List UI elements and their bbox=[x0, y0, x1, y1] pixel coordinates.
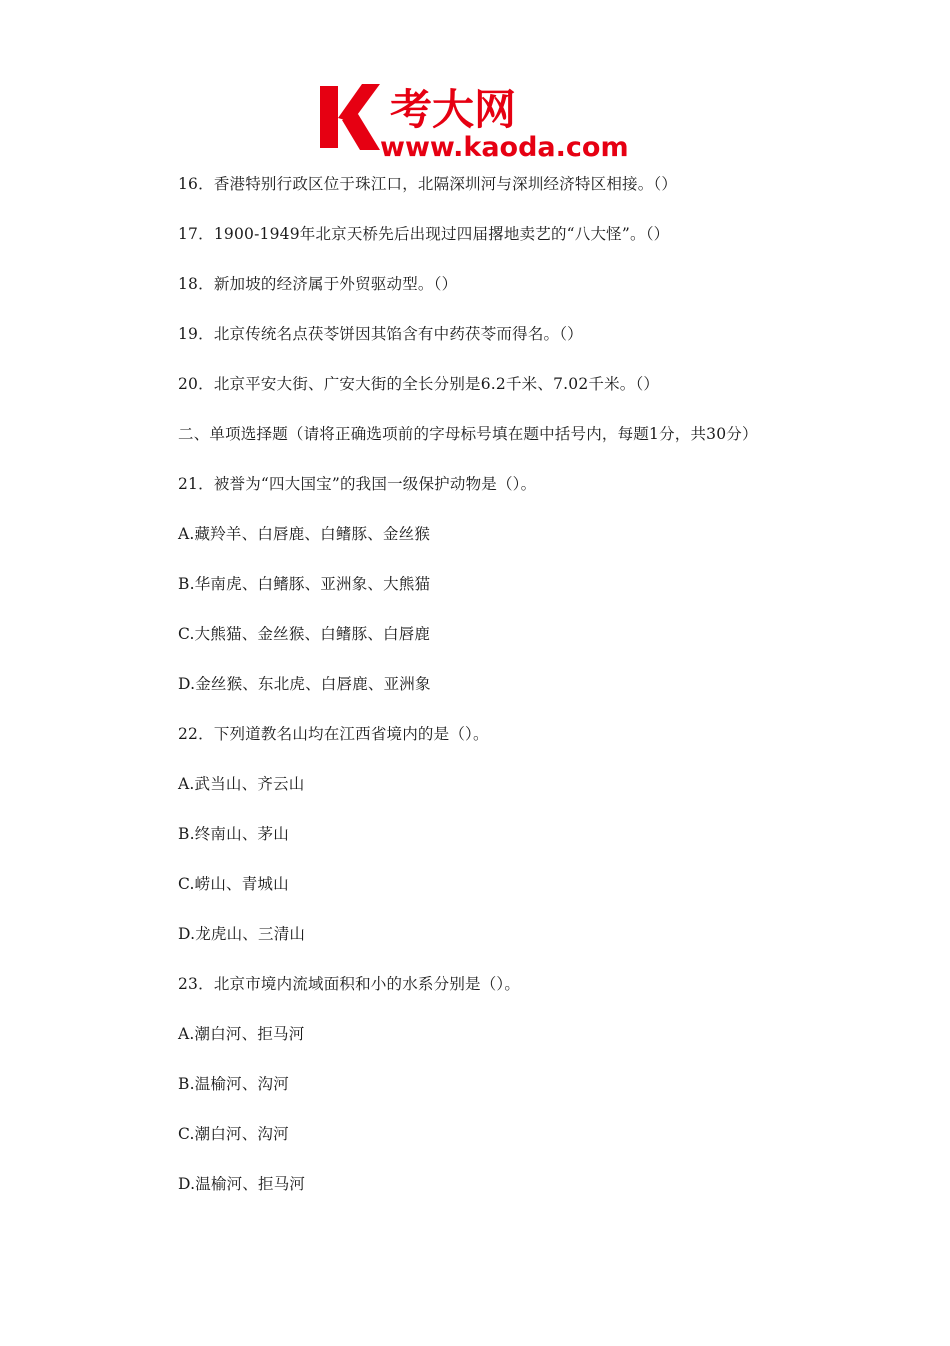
option-22-c: C.崂山、青城山 bbox=[178, 875, 289, 893]
question-21: 21．被誉为“四大国宝”的我国一级保护动物是（）。 bbox=[178, 475, 537, 493]
option-21-c: C.大熊猫、金丝猴、白鳍豚、白唇鹿 bbox=[178, 625, 431, 643]
option-22-a: A.武当山、齐云山 bbox=[178, 775, 305, 793]
kaoda-logo bbox=[318, 78, 648, 160]
section-heading-single-choice: 二、单项选择题（请将正确选项前的字母标号填在题中括号内，每题1分，共30分） bbox=[178, 425, 758, 443]
logo-title: 考大网 bbox=[390, 85, 517, 134]
question-23: 23．北京市境内流域面积和小的水系分别是（）。 bbox=[178, 975, 521, 993]
option-23-d: D.温榆河、拒马河 bbox=[178, 1175, 306, 1193]
true-false-question-16: 16．香港特别行政区位于珠江口，北隔深圳河与深圳经济特区相接。（） bbox=[178, 175, 678, 193]
question-22: 22．下列道教名山均在江西省境内的是（）。 bbox=[178, 725, 489, 743]
logo-k-stem bbox=[320, 86, 338, 148]
true-false-question-18: 18．新加坡的经济属于外贸驱动型。（） bbox=[178, 275, 458, 293]
option-23-b: B.温榆河、沟河 bbox=[178, 1075, 289, 1093]
logo-url: www.kaoda.com bbox=[380, 132, 629, 160]
true-false-question-20: 20．北京平安大街、广安大街的全长分别是6.2千米、7.02千米。（） bbox=[178, 375, 660, 393]
option-22-b: B.终南山、茅山 bbox=[178, 825, 289, 843]
true-false-question-19: 19．北京传统名点茯苓饼因其馅含有中药茯苓而得名。（） bbox=[178, 325, 583, 343]
logo-k-leg bbox=[342, 114, 380, 150]
option-22-d: D.龙虎山、三清山 bbox=[178, 925, 306, 943]
option-21-b: B.华南虎、白鳍豚、亚洲象、大熊猫 bbox=[178, 575, 431, 593]
option-23-c: C.潮白河、沟河 bbox=[178, 1125, 289, 1143]
option-23-a: A.潮白河、拒马河 bbox=[178, 1025, 305, 1043]
option-21-d: D.金丝猴、东北虎、白唇鹿、亚洲象 bbox=[178, 675, 431, 693]
true-false-question-17: 17．1900-1949年北京天桥先后出现过四届撂地卖艺的“八大怪”。（） bbox=[178, 225, 670, 243]
option-21-a: A.藏羚羊、白唇鹿、白鳍豚、金丝猴 bbox=[178, 525, 431, 543]
kaoda-logo-graphic bbox=[318, 78, 648, 160]
question-list bbox=[178, 170, 878, 1220]
